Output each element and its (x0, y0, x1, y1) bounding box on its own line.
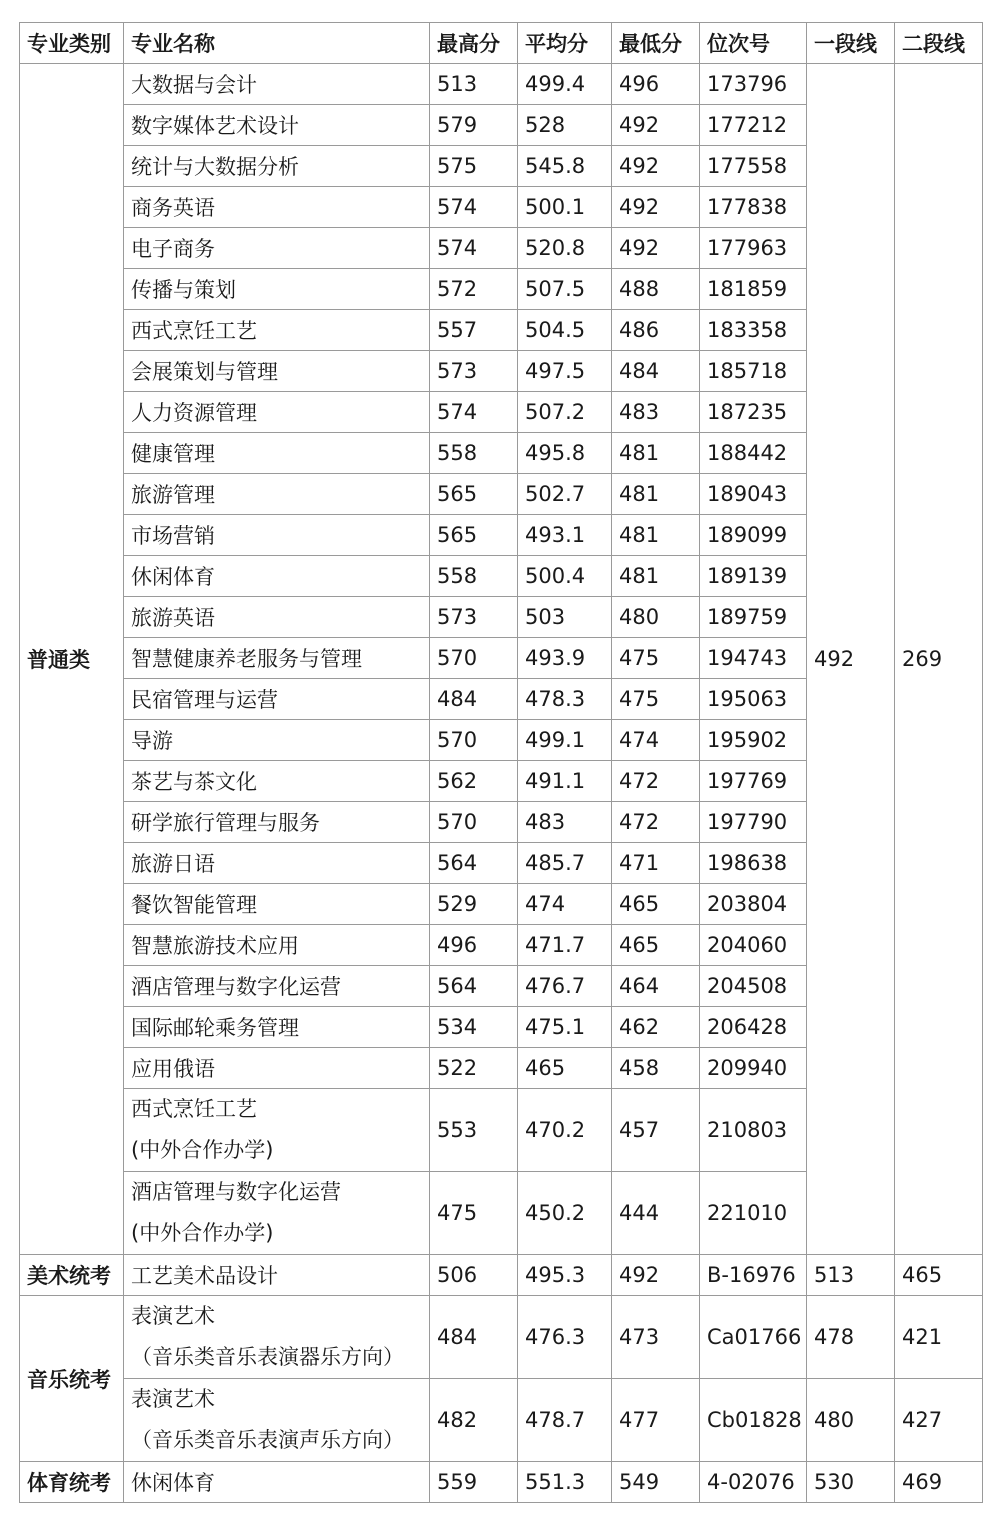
major-name-cell: 工艺美术品设计 (124, 1255, 430, 1296)
avg-score-cell: 475.1 (518, 1007, 612, 1048)
max-score-cell: 559 (430, 1462, 518, 1503)
major-name-cell: 大数据与会计 (124, 64, 430, 105)
rank-cell: 221010 (700, 1172, 807, 1255)
major-name-cell: 研学旅行管理与服务 (124, 802, 430, 843)
min-score-cell: 473 (612, 1296, 700, 1379)
table-row (20, 64, 983, 105)
second-line-cell: 465 (895, 1255, 983, 1296)
header-rank: 位次号 (700, 23, 807, 64)
max-score-cell: 565 (430, 515, 518, 556)
min-score-cell: 481 (612, 515, 700, 556)
major-name-cell: 智慧旅游技术应用 (124, 925, 430, 966)
min-score-cell: 472 (612, 761, 700, 802)
min-score-cell: 480 (612, 597, 700, 638)
rank-cell: Cb01828 (700, 1379, 807, 1462)
major-name-cell: 旅游管理 (124, 474, 430, 515)
rank-cell: 204508 (700, 966, 807, 1007)
rank-cell: B-16976 (700, 1255, 807, 1296)
max-score-cell: 558 (430, 433, 518, 474)
avg-score-cell: 476.3 (518, 1296, 612, 1379)
major-name-line2: （音乐类音乐表演器乐方向） (131, 1345, 404, 1369)
max-score-cell: 570 (430, 802, 518, 843)
second-line-cell: 269 (895, 64, 983, 1255)
major-name-cell: 电子商务 (124, 228, 430, 269)
major-name-line1: 西式烹饪工艺 (131, 1097, 257, 1121)
avg-score-cell: 551.3 (518, 1462, 612, 1503)
rank-cell: 173796 (700, 64, 807, 105)
max-score-cell: 564 (430, 843, 518, 884)
avg-score-cell: 483 (518, 802, 612, 843)
min-score-cell: 465 (612, 884, 700, 925)
max-score-cell: 513 (430, 64, 518, 105)
major-name-line2: （音乐类音乐表演声乐方向） (131, 1428, 404, 1452)
major-name-cell: 会展策划与管理 (124, 351, 430, 392)
rank-cell: 189759 (700, 597, 807, 638)
first-line-cell: 492 (807, 64, 895, 1255)
avg-score-cell: 491.1 (518, 761, 612, 802)
rank-cell: 197769 (700, 761, 807, 802)
rank-cell: 188442 (700, 433, 807, 474)
first-line-cell: 480 (807, 1379, 895, 1462)
rank-cell: 187235 (700, 392, 807, 433)
avg-score-cell: 485.7 (518, 843, 612, 884)
header-row (20, 23, 983, 64)
min-score-cell: 492 (612, 1255, 700, 1296)
rank-cell: 194743 (700, 638, 807, 679)
max-score-cell: 522 (430, 1048, 518, 1089)
max-score-cell: 553 (430, 1089, 518, 1172)
min-score-cell: 492 (612, 105, 700, 146)
min-score-cell: 483 (612, 392, 700, 433)
category-cell: 体育统考 (20, 1462, 124, 1503)
max-score-cell: 562 (430, 761, 518, 802)
rank-cell: 197790 (700, 802, 807, 843)
rank-cell: 189099 (700, 515, 807, 556)
min-score-cell: 486 (612, 310, 700, 351)
min-score-cell: 444 (612, 1172, 700, 1255)
avg-score-cell: 503 (518, 597, 612, 638)
table-row (20, 1255, 983, 1296)
avg-score-cell: 504.5 (518, 310, 612, 351)
avg-score-cell: 499.4 (518, 64, 612, 105)
rank-cell: 4-02076 (700, 1462, 807, 1503)
max-score-cell: 484 (430, 679, 518, 720)
min-score-cell: 475 (612, 638, 700, 679)
major-name-cell: 旅游日语 (124, 843, 430, 884)
major-name-cell: 智慧健康养老服务与管理 (124, 638, 430, 679)
rank-cell: 203804 (700, 884, 807, 925)
avg-score-cell: 478.3 (518, 679, 612, 720)
major-name-cell: 西式烹饪工艺 (124, 310, 430, 351)
avg-score-cell: 528 (518, 105, 612, 146)
major-name-cell: 传播与策划 (124, 269, 430, 310)
min-score-cell: 492 (612, 187, 700, 228)
first-line-cell: 530 (807, 1462, 895, 1503)
rank-cell: 210803 (700, 1089, 807, 1172)
first-line-cell: 513 (807, 1255, 895, 1296)
avg-score-cell: 497.5 (518, 351, 612, 392)
second-line-cell: 421 (895, 1296, 983, 1379)
table-row (20, 1462, 983, 1503)
min-score-cell: 549 (612, 1462, 700, 1503)
header-avg-score: 平均分 (518, 23, 612, 64)
major-name-cell: 统计与大数据分析 (124, 146, 430, 187)
max-score-cell: 529 (430, 884, 518, 925)
max-score-cell: 484 (430, 1296, 518, 1379)
avg-score-cell: 450.2 (518, 1172, 612, 1255)
rank-cell: 177212 (700, 105, 807, 146)
avg-score-cell: 476.7 (518, 966, 612, 1007)
rank-cell: 185718 (700, 351, 807, 392)
rank-cell: 177963 (700, 228, 807, 269)
avg-score-cell: 474 (518, 884, 612, 925)
rank-cell: Ca01766 (700, 1296, 807, 1379)
max-score-cell: 573 (430, 351, 518, 392)
first-line-cell: 478 (807, 1296, 895, 1379)
major-name-cell: 茶艺与茶文化 (124, 761, 430, 802)
max-score-cell: 506 (430, 1255, 518, 1296)
min-score-cell: 472 (612, 802, 700, 843)
avg-score-cell: 478.7 (518, 1379, 612, 1462)
major-name-cell (124, 1379, 430, 1462)
major-name-line1: 酒店管理与数字化运营 (131, 1180, 341, 1204)
min-score-cell: 484 (612, 351, 700, 392)
max-score-cell: 558 (430, 556, 518, 597)
major-name-cell (124, 1172, 430, 1255)
major-name-cell: 人力资源管理 (124, 392, 430, 433)
table-body (20, 64, 983, 1503)
major-name-cell (124, 1296, 430, 1379)
max-score-cell: 475 (430, 1172, 518, 1255)
rank-cell: 177558 (700, 146, 807, 187)
major-name-cell: 民宿管理与运营 (124, 679, 430, 720)
category-cell: 美术统考 (20, 1255, 124, 1296)
max-score-cell: 534 (430, 1007, 518, 1048)
rank-cell: 189139 (700, 556, 807, 597)
rank-cell: 204060 (700, 925, 807, 966)
admission-score-table (19, 22, 983, 1503)
header-second-line: 二段线 (895, 23, 983, 64)
table-row (20, 1379, 983, 1462)
min-score-cell: 475 (612, 679, 700, 720)
header-category: 专业类别 (20, 23, 124, 64)
major-name-cell: 餐饮智能管理 (124, 884, 430, 925)
min-score-cell: 474 (612, 720, 700, 761)
min-score-cell: 458 (612, 1048, 700, 1089)
rank-cell: 189043 (700, 474, 807, 515)
avg-score-cell: 545.8 (518, 146, 612, 187)
min-score-cell: 481 (612, 433, 700, 474)
avg-score-cell: 493.1 (518, 515, 612, 556)
rank-cell: 195063 (700, 679, 807, 720)
max-score-cell: 570 (430, 720, 518, 761)
avg-score-cell: 520.8 (518, 228, 612, 269)
min-score-cell: 465 (612, 925, 700, 966)
avg-score-cell: 465 (518, 1048, 612, 1089)
major-name-cell: 健康管理 (124, 433, 430, 474)
major-name-cell: 市场营销 (124, 515, 430, 556)
major-name-cell: 休闲体育 (124, 1462, 430, 1503)
major-name-cell (124, 1089, 430, 1172)
max-score-cell: 579 (430, 105, 518, 146)
rank-cell: 183358 (700, 310, 807, 351)
table-row (20, 1296, 983, 1379)
major-name-cell: 数字媒体艺术设计 (124, 105, 430, 146)
header-major-name: 专业名称 (124, 23, 430, 64)
avg-score-cell: 471.7 (518, 925, 612, 966)
min-score-cell: 496 (612, 64, 700, 105)
major-name-cell: 导游 (124, 720, 430, 761)
max-score-cell: 565 (430, 474, 518, 515)
major-name-cell: 国际邮轮乘务管理 (124, 1007, 430, 1048)
max-score-cell: 557 (430, 310, 518, 351)
header-min-score: 最低分 (612, 23, 700, 64)
avg-score-cell: 507.5 (518, 269, 612, 310)
major-name-cell: 应用俄语 (124, 1048, 430, 1089)
min-score-cell: 492 (612, 228, 700, 269)
avg-score-cell: 500.4 (518, 556, 612, 597)
avg-score-cell: 495.8 (518, 433, 612, 474)
header-first-line: 一段线 (807, 23, 895, 64)
max-score-cell: 572 (430, 269, 518, 310)
min-score-cell: 462 (612, 1007, 700, 1048)
header-max-score: 最高分 (430, 23, 518, 64)
min-score-cell: 492 (612, 146, 700, 187)
major-name-line2: (中外合作办学) (131, 1138, 274, 1162)
avg-score-cell: 495.3 (518, 1255, 612, 1296)
rank-cell: 177838 (700, 187, 807, 228)
avg-score-cell: 507.2 (518, 392, 612, 433)
min-score-cell: 464 (612, 966, 700, 1007)
max-score-cell: 564 (430, 966, 518, 1007)
category-cell: 普通类 (20, 64, 124, 1255)
min-score-cell: 477 (612, 1379, 700, 1462)
max-score-cell: 574 (430, 187, 518, 228)
min-score-cell: 457 (612, 1089, 700, 1172)
min-score-cell: 488 (612, 269, 700, 310)
major-name-line1: 表演艺术 (131, 1304, 215, 1328)
max-score-cell: 575 (430, 146, 518, 187)
second-line-cell: 427 (895, 1379, 983, 1462)
avg-score-cell: 470.2 (518, 1089, 612, 1172)
avg-score-cell: 499.1 (518, 720, 612, 761)
major-name-line2: (中外合作办学) (131, 1221, 274, 1245)
max-score-cell: 573 (430, 597, 518, 638)
min-score-cell: 471 (612, 843, 700, 884)
max-score-cell: 574 (430, 392, 518, 433)
max-score-cell: 496 (430, 925, 518, 966)
major-name-cell: 商务英语 (124, 187, 430, 228)
rank-cell: 195902 (700, 720, 807, 761)
min-score-cell: 481 (612, 474, 700, 515)
min-score-cell: 481 (612, 556, 700, 597)
major-name-cell: 酒店管理与数字化运营 (124, 966, 430, 1007)
max-score-cell: 570 (430, 638, 518, 679)
major-name-line1: 表演艺术 (131, 1387, 215, 1411)
rank-cell: 181859 (700, 269, 807, 310)
major-name-cell: 休闲体育 (124, 556, 430, 597)
rank-cell: 206428 (700, 1007, 807, 1048)
avg-score-cell: 493.9 (518, 638, 612, 679)
avg-score-cell: 500.1 (518, 187, 612, 228)
max-score-cell: 482 (430, 1379, 518, 1462)
major-name-cell: 旅游英语 (124, 597, 430, 638)
rank-cell: 198638 (700, 843, 807, 884)
second-line-cell: 469 (895, 1462, 983, 1503)
avg-score-cell: 502.7 (518, 474, 612, 515)
rank-cell: 209940 (700, 1048, 807, 1089)
max-score-cell: 574 (430, 228, 518, 269)
category-cell: 音乐统考 (20, 1296, 124, 1462)
